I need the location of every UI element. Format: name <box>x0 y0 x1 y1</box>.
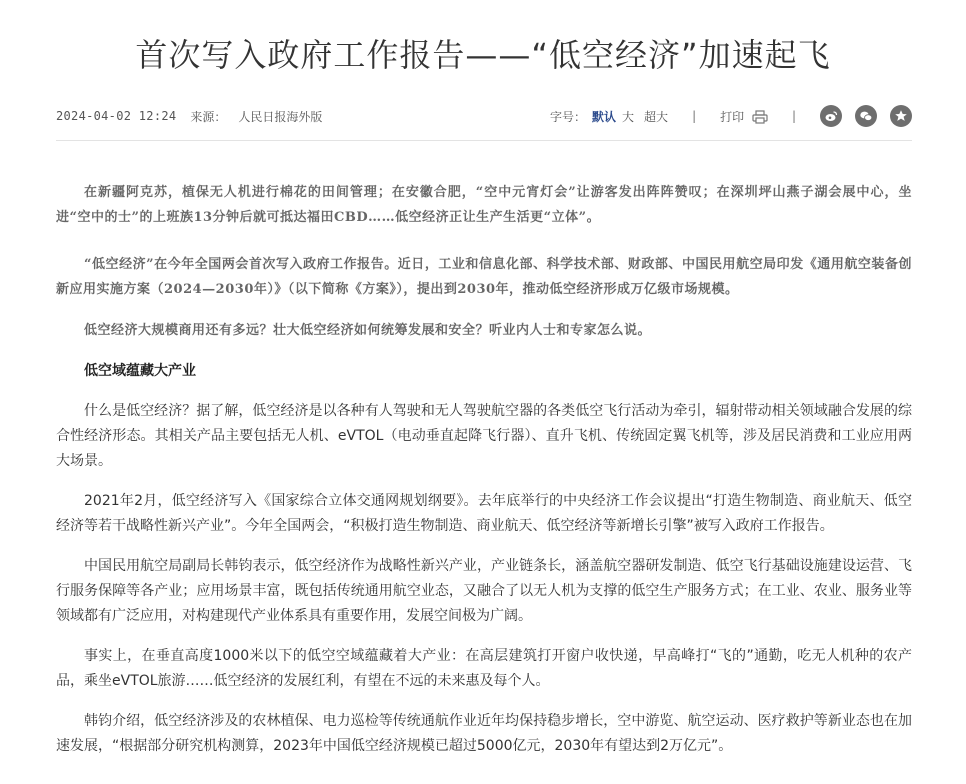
favorite-star-icon <box>894 109 908 123</box>
section-heading: 低空域蕴藏大产业 <box>84 363 196 379</box>
source-label: 来源： <box>190 109 227 124</box>
toolbar-separator: | <box>791 109 796 123</box>
print-label: 打印 <box>720 109 745 124</box>
body-paragraph-4: 事实上，在垂直高度1000米以下的低空空域蕴藏着大产业：在高层建筑打开窗户收快递，早高峰打“飞的”通勤，吃无人机种的农产品，乘坐eVTOL旅游……低空经济的发展红利，有望在不远的未来惠及每个人。 <box>56 648 912 689</box>
body-paragraph-2: 2021年2月，低空经济写入《国家综合立体交通网规划纲要》。去年底举行的中央经济工作会议提出“打造生物制造、商业航天、低空经济等若干战略性新兴产业”。今年全国两会，“积极打造生物制造、商业航天、低空经济等新增长引擎”被写入政府工作报告。 <box>56 493 912 534</box>
article-tools <box>550 105 912 127</box>
lead-paragraph-2: “低空经济”在今年全国两会首次写入政府工作报告。近日，工业和信息化部、科学技术部、财政部、中国民用航空局印发《通用航空装备创新应用实施方案（2024—2030年）》（以下简称《方案》），提出到2030年，推动低空经济形成万亿级市场规模。 <box>56 257 912 297</box>
meta-divider <box>56 140 912 141</box>
lead-paragraph-1: 在新疆阿克苏，植保无人机进行棉花的田间管理；在安徽合肥，“空中元宵灯会”让游客发出阵阵赞叹；在深圳坪山燕子湖会展中心，坐进“空中的士”的上班族13分钟后就可抵达福田CBD……低空经济正让生产生活更“立体”。 <box>56 185 912 225</box>
print-icon <box>752 110 768 124</box>
font-size-label: 字号： <box>550 109 587 124</box>
body-paragraph-3: 中国民用航空局副局长韩钧表示，低空经济作为战略性新兴产业，产业链条长，涵盖航空器研发制造、低空飞行基础设施建设运营、飞行服务保障等各产业；应用场景丰富，既包括传统通用航空业态，又融合了以无人机为支撑的低空生产服务方式；在工业、农业、服务业等领域都有广泛应用，对构建现代产业体系具有重要作用，发展空间极为广阔。 <box>56 558 912 624</box>
print-button[interactable] <box>720 108 768 125</box>
font-size-large-button[interactable]: 大 <box>622 109 635 124</box>
body-paragraph-5: 韩钧介绍，低空经济涉及的农林植保、电力巡检等传统通航作业近年均保持稳步增长，空中游览、航空运动、医疗救护等新业态也在加速发展，“根据部分研究机构测算，2023年中国低空经济规模已超过5000亿元，2030年有望达到2万亿元”。 <box>56 713 912 754</box>
publish-date: 2024-04-02 12:24 <box>56 109 177 123</box>
toolbar-separator: | <box>692 109 697 123</box>
article-title: 首次写入政府工作报告——“低空经济”加速起飞 <box>135 36 831 74</box>
source-name: 人民日报海外版 <box>238 109 323 124</box>
font-size-default-button[interactable]: 默认 <box>592 109 617 124</box>
font-size-xlarge-button[interactable]: 超大 <box>644 109 669 124</box>
share-buttons <box>820 105 912 127</box>
article-meta-bar <box>56 104 912 128</box>
weibo-share-button[interactable] <box>820 105 842 127</box>
lead-paragraph-3: 低空经济大规模商用还有多远？壮大低空经济如何统筹发展和安全？听业内人士和专家怎么说。 <box>84 323 652 338</box>
body-paragraph-1: 什么是低空经济？据了解，低空经济是以各种有人驾驶和无人驾驶航空器的各类低空飞行活动为牵引，辐射带动相关领域融合发展的综合性经济形态。其相关产品主要包括无人机、eVTOL（电动垂直起降飞行器）、直升飞机、传统固定翼飞机等，涉及居民消费和工业应用两大场景。 <box>56 403 912 469</box>
favorite-button[interactable] <box>890 105 912 127</box>
weibo-icon <box>824 109 838 123</box>
article-body <box>56 180 912 759</box>
wechat-share-button[interactable] <box>855 105 877 127</box>
wechat-icon <box>859 109 873 123</box>
